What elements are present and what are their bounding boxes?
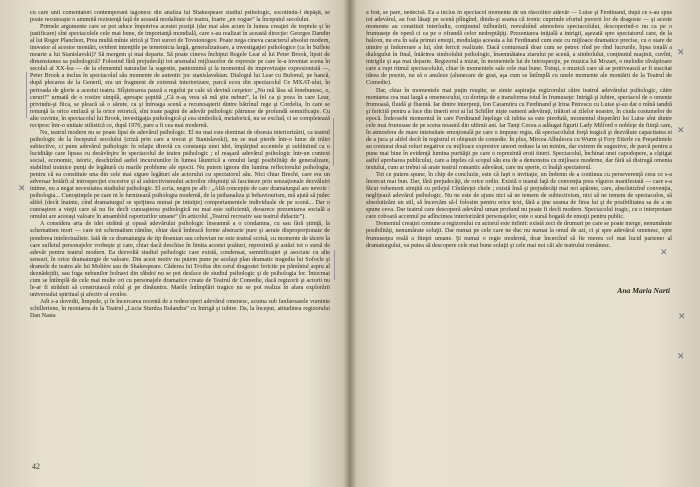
left-paragraph: Primele argumente care se pot aduce împotriva acestei poziţii (dar mai ales acum în lumea creaţiei de treptele şi în justificare) sînt spectacolele cele mai bune, de importanţă mondială, care s-au realizat în această direcţie: Georges Dandin al lui Roger Planchon, Prea multă mînie strică şi Trei surori de Tovstonogov. Poate nega cineva caracterul absolut modern, inovator al acestor montări, evident intenţiile pe temeinicia largă, generalizatoare, a investigaţiei psihologice (ca în Suflete moarte a lui Stanislavski)? Să mergem şi mai departe. Să poate cineva închipui Regele Lear al lui Peter Brook, lipsit de dimensiunea sa psihologică? Folosind fără prejudecăţi tot arsenalul mijloacelor de expresie pe care le-a inventat scena în secolul al XX-lea — de la elementul naturalist la sugestie, pantomimă şi la momentul de improvizaţie expresionistă —, Peter Brook a inclus în spectacolul său momente de autentic joc stanislavskian. Dialogul lui Lear cu Bufonul, pe bancă, după plecarea de la Generil, era un fragment de extremă interiorizare, parcă ecou din spectacolul Ce MXAT-ului, în perioada de glorie a acestui teatru. Sfîşietoarea pauză a regelui pe cale să devină cerşetor: „Nu mă lăsa să înnebunesc, o, ceruri!” urmată de o rostire simplă, aproape şoptită „Că n-aş vrea să mă ştiu nebun”, la fel ca şi poza în care Lear, privindu-şi fiica, se pleacă să o sărute, ca şi întreaga scenă a recunoaşterii dintre bătrînul rege şi Cordelia, în care se renunţă la orice emfază şi la orice retorică, sînt toate pagini de adevăr psihologic pătrunse de profundă semnificaţie. Cu alte cuvinte, în spectacolul lui Brook, investigaţia psihologică şi cea simbolică, metaforică, nu se exclud, ci se completează reciproc într-o unitate stilistică ce, după 1970, pare a fi cea mai modernă.: [30, 24, 330, 129]
right-page-text: [366, 10, 672, 250]
right-paragraph: Domeniul creaţiei comune a regizorului cu actorul este infinit: există zeci de drumuri pe care se poate merge, nenumărate posibilităţi, nenumărate soluţii. Dar numai pe cele care ne duc nu numai la omul de azi, ci şi spre adevărul omenesc, spre frumuseţea reală a fiinţei umane. Şi numai o regie modernă, doar încercînd să fie mereu cel mai lucid partener al dramaturgului, va putea să descopere cele mai bune soluţii şi cele mai noi căi ale teatrului românesc.: [366, 221, 672, 249]
left-paragraph: Nu, teatrul modern nu se poate lipsi de adevărul psihologic. El nu mai este dominat de obsesia interiorizării, ca teatrul psihologic de la începutul secolului (criză prin care a trecut şi Stanislavski), nu se mai pierde într-o lume de trăiri subiective, ci pune adevărul psihologic în relaţie directă cu constanţa unei idei, împărţind accentele şi subliniind ca o lucidităţe care lipsea cu desăvîrşire în spectacolul de teatru psihologic ; el reaşază adevărul psihologic într-un context social, economic, istoric, deschizînd astfel incursiunilor în lumea lăuntrică a omului largi posibilităţi de generalizare, stabilind trainice punţi de legătură cu marile probleme ale epocii. Nu putem ignora din lumina reflectorului psihologia, pentru că ea constituie una din cele mai sigure legături ale actorului cu spectatorul său. Nici chiar Brecht, care era un adversar hotărît al introspecţiei excesive şi al subiectivismului actorilor obişnuiţi să fascineze prin senzaţionale dezvăluiri intime, nu a negat necesitatea studiului psihologic. El scria, negru pe alb : „Altă concepţie de care dramaturgul are nevoie : psihologia... Cunoştinţele pe care ni le furnizează psihologia modernă, de la psihanaliza şi behaviourism, mă ajută să judec altfel (decît înainte, cînd dramaturgul se sprijinea numai pe intuiţie) comportamentele individuale de pe scenă... Dar o cunoaştere a vieţii care să nu fie decît cunoaşterea psihologică nu mai este suficientă, deoarece prezentarea socială a omului are aceeaşi valoare în ansamblul raporturilor umane” (în articolul „Teatrul recreativ sau teatrul didactic”).: [30, 129, 330, 221]
pencil-cross-mark: ✕: [678, 312, 686, 322]
left-paragraph: Atît s-a dovedit, limpede, şi în încercarea recentă de a redescoperi adevărul omenesc, acuma sub fanfaroasele vuminte schilleriene, în montarea de la Teatrul „Lucia Sturdza Bulandra” cu Intrigă şi iubire. Da, la început, atitudinea regizorului Dan Nasta: [30, 298, 330, 320]
pencil-cross-mark: ✕: [18, 184, 26, 194]
pencil-cross-mark: ✕: [677, 352, 685, 362]
page-number: 42: [32, 462, 40, 471]
right-page: [366, 10, 672, 473]
left-page: [30, 10, 330, 473]
right-paragraph: Tot ce putem spune, în chip de concluzie, este că fapt o invitaţie, un îndemn de a continua cu perseverenţă ceea ce s-a încercat mai bun. Dar, fără prejudecăţi, de orice ordin. Există o teamă faţă de convenţia prea vîguros manifestată — care s-a făcut vehement simţită cu prilejul Cîntăreţei chele ; există însă şi prejudecăţi mai noi apărute, care, absolutizînd convenţia, neglijează adevărul psihologic. Nu ne este de ajuns nici să ne temem de subiectivism, nici să ne temem de spectaculos, să absolutizăm un stil, să încercăm să-l folosim pentru orice text, fără a ţine seama de firea lui şi de posibilitatea sa de a ne spune ceva. Dar teatrul care descoperă adevărul uman profund nu poate fi decît modern. Spectacolul tragic, cu o interpretare care coboară accentul pe adîncimea interiorizării personajelor, este o sursă bogată de emoţii pentru public.: [366, 172, 672, 221]
pencil-margin-line: [333, 118, 334, 166]
author-signature: Ana Maria Narti: [617, 286, 670, 295]
left-paragraph: A considera arta de idei străină şi opusă adevărului psihologic înseamnă a o condamna, cu sau fără ştiinţă, la schematism mort — care tot schematism rămîne, chiar dacă îmbracă forme abstracte pure şi aerate disproporţionate de ponderea intelectualiste. Iată de ce dramaturgia de tip ibsenian sau cehovian ne este teatral scrisă, cu momente de tăcere la care sufletul personajelor vorbeşte şi care, chiar dacă deschise în limita acestei ţesături, reprezintă şi astăzi tot o sursă de adevăr pentru teatrul modern. Ea dezvoltă studiul psihologic care există, condensat, semnificaţiei şi asociate cu alte sensuri, în orice dramaturgie de valoare. Din acest motiv nu putem pune pe acelaşi plan dramatic tragedia lui Sofocle şi dramele de teatru ale lui Molière sau de Shakespeare. Căderea lui Troilus din cerul dragostei fericite pe pămîntul aspru al deznădejdii, sau fuga nebunilor bolnavi din răbdoi nu se pot desface de studiul psihologic şi de psihologia lor. Întocmai cum se întîmplă de cele mai multe ori cu personajele dramatice create de Teatrul de Comedie, dacă regizorii şi actorii nu le-ar fi străduit să construiască rolul şi pe dinăuntru. Marile întîmplări tragice nu se pot realiza în afara explorării universului spiritual şi afectiv al eroilor.: [30, 221, 330, 298]
pencil-cross-mark: ✕: [677, 48, 685, 58]
pencil-cross-mark: ✕: [677, 126, 685, 136]
left-paragraph: cu care unii comentatori contemporani iagonesc din analiza lui Shakespeare studiul psihologic, socotindu-l depăşit, se poate recunoaşte o anumită rezistenţă faţă de această modalitate de teatru, foarte „en vogue” la începutul secolului.: [30, 10, 330, 24]
right-paragraph: Dar, chiar în momentele mai puţin reuşite, se simte aspiraţia regizorului către teatrul adevărului psihologic, către montarea cea mai largă a omenescului, cu dorinţa de a transforma totul în frumuseţe: Intrigă şi iubire, spectacol de o omenie frumoasă, fluidă şi fluentă. Iar dintre interpreţi, Ion Caramitru cu Ferdinand şi Irina Petrescu cu Luise şi-au dat o mînă tandră şi fericită pentru a face din tinerii eroi ai lui Schiller nişte oameni adevăraţi, trăitori ai zilelor noastre, în ciuda costumelor de epocă. Îndeosebi momentul în care Ferdinand înţelege că iubita sa este pierdută, momentul disperării lui Luise sînt dintre cele mai frumoase de pe scena noastră din ultimii ani. Iar Tanţi Cocea a adăugat figurii Lady Milford o nobleţe de fiinţă care, în atmosfera de mare intensitate emoţională pe care o impune regia, dă spectacolului forţă tragică şi dezvăluie capacitatea ei de a juca şi altfel decît în registrul ei obişnuit de comedie. În plus, Mircea Albulescu cu Wurm şi Fory Etterle cu Preşedintele au conturat două roluri negative cu mijloace expresive uneori reduse la un minim, dar extrem de sugestive, de parcă pentru a pune mai bine în evidenţă lumina purităţii pe care o reprezintă eroii tineri. Spectacolul, închinat unei capodopere, a cîştigat astfel aprobarea publicului, care a înţeles că scopul său era de a demonstra cu mijloace moderne, dar fără să distrugă omenia textului, cum ar trebui să arate teatrul romantic adevărat, care nu sperie, ci înalţă spectatorul.: [366, 87, 672, 172]
pencil-margin-line: [26, 72, 27, 118]
pencil-cross-mark: ✕: [660, 248, 668, 258]
left-page-text: [30, 10, 330, 320]
right-paragraph: a fost, se pare, nedecisă. Ea a inclus în spectacol momente de un răscolitor adevăr — Luise şi Ferdinand, după ce s-au spus tot adevărul, au fost lăsaţi pe scenă plîngînd, dindu-şi seama că ironic cuprinde efortul puverii lor de dragoste — şi aceste momente au constituit interludiu, conţinutul tulburării, reevaluînd atmosfera spectacolului, descoperind-o nu ca pe o frumuseţe de operă ci ca pe o ofrandă celor nedreptăţiţi. Prezentarea iniţială a intrigii, aşezată spre spectatorul care, de la balcon, nu era în sala primei emoţii, modulaţia aceasta a lui Ferdinand cum este cu mijloace dramatice precise, cu o stare de uimire şi îndurerare a lui, sînt fericit realizate. Dacă conturează doar cum se petrec rînd pe rînd lucrurile, lipsa totală a dialogului în final, întărirea simbolului psihologic, însemnătatea ziarului pe scenă, a simbolului, conţinutul maşinii, cuvînt, intrigile şi aşa mai departe. Regizorul a mizat, în momentele lui de introspecţie, pe muzica lui Mozart, o melodie răvăşitoare care a rupt ritmul spectacolului, chiar în momentele sale cele mai bune. Totuşi, o muzică care să se potrivească ar fi suscitat ideea de poezie, nu să o anuleze (alunecare de gust, aşa cum se întîmplă cu unele momente ale montării de la Teatrul de Comedie).: [366, 10, 672, 87]
pencil-margin-line: [334, 250, 335, 280]
